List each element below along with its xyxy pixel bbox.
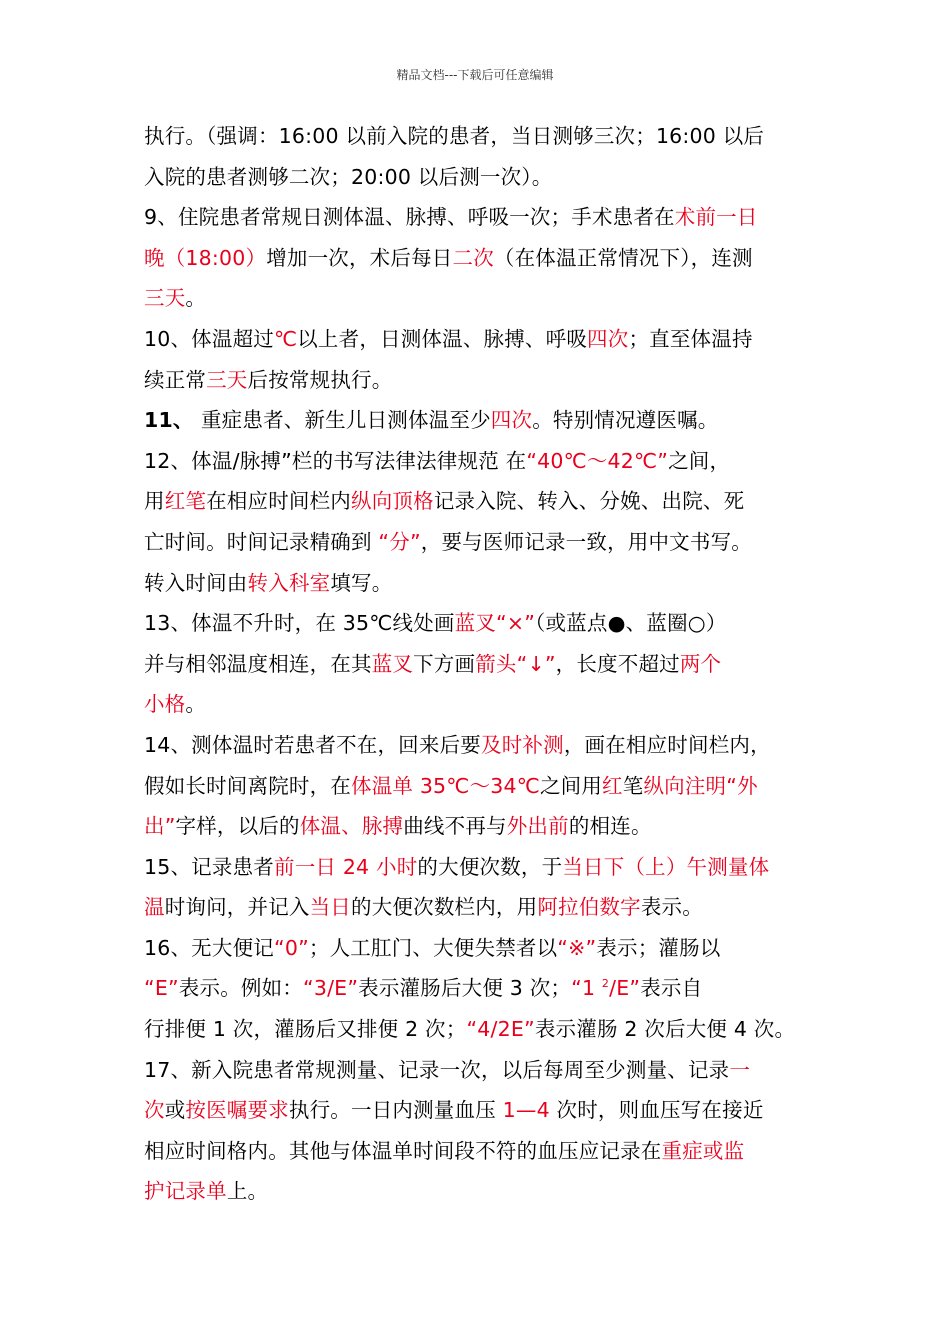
text-segment: 9、住院患者常规日测体温、脉搏、呼吸一次；手术患者在 [144,205,675,230]
text-segment: 以上者，日测体温、脉搏、呼吸 [297,326,588,351]
text-segment: 笔 [622,773,644,798]
text-segment: 13、体温不升时，在 35℃线处画 [144,611,455,636]
text-segment: 记录入院、转入、分娩、出院、死 [433,489,745,514]
highlighted-text: 晚（18:00） [144,245,267,270]
highlighted-text: ℃ [274,326,298,351]
text-line [144,847,834,888]
text-segment: 表示灌肠 2 次后大便 4 次。 [534,1017,796,1042]
text-segment: 假如长时间离院时，在 [144,773,351,798]
text-line [144,684,834,725]
text-segment: 字样，以后的 [175,814,300,839]
text-segment: 表示自 [640,976,703,1001]
highlighted-text: 温 [144,895,165,920]
highlighted-text: 三天 [144,286,186,311]
highlighted-text: “分” [378,529,421,554]
highlighted-text: “※” [557,935,597,960]
highlighted-text: /E” [609,976,641,1001]
text-segment: 17、新入院患者常规测量、记录一次，以后每周至少测量、记录 [144,1057,730,1082]
text-segment: 续正常 [144,367,207,392]
text-segment: 或 [164,1098,186,1123]
text-line [144,360,834,401]
highlighted-text: “0” [274,935,309,960]
text-line [144,806,834,847]
text-segment: 在相应时间栏内 [206,489,352,514]
text-segment: 入院的患者测够二次；20:00 以后测一次）。 [144,164,553,189]
text-segment: 后按常规执行。 [247,367,393,392]
highlighted-text: 转入科室 [247,570,331,595]
text-segment: 执行。一日内测量血压 [288,1098,503,1123]
highlighted-text: 四次 [490,408,533,433]
highlighted-text: 2 [601,977,610,991]
highlighted-text: “40℃～42℃” [526,448,669,473]
highlighted-text: 出” [144,814,176,839]
text-line [144,644,834,685]
text-segment: ，画在相应时间栏内， [563,732,771,757]
highlighted-text: 体温、脉搏 [299,814,404,839]
highlighted-text: 当日 [309,895,352,920]
text-segment: 之间， [668,448,731,473]
text-line [144,238,834,279]
highlighted-text: “4/2E” [466,1017,535,1042]
highlighted-text: 蓝叉“×” [454,611,536,636]
highlighted-text: 按医嘱要求 [185,1098,289,1123]
text-segment: （或蓝点●、蓝圈○） [535,611,727,636]
text-segment: 次时，则血压写在接近 [549,1098,764,1123]
highlighted-text: 蓝叉 [371,651,414,676]
highlighted-text: 重症或监 [661,1138,745,1163]
text-segment: 之间用 [539,773,603,798]
text-segment: 相应时间格内。其他与体温单时间段不符的血压应记录在 [144,1138,662,1163]
text-line [144,928,834,969]
highlighted-text: 1—4 [502,1098,550,1123]
text-line [144,116,834,157]
text-segment: 上。 [226,1179,269,1204]
text-segment: ；人工肛门、大便失禁者以 [308,935,558,960]
document-body [144,116,834,1212]
text-segment: 的大便次数，于 [417,854,563,879]
text-segment: 的大便次数栏内，用 [351,895,538,920]
highlighted-text: 小格 [144,692,186,717]
text-line [144,1171,834,1212]
text-segment: 时询问，并记入 [164,895,310,920]
highlighted-text: 次 [144,1098,165,1123]
text-segment: 。特别情况遵医嘱。 [532,408,719,433]
text-line [144,400,834,441]
text-segment: 行排便 1 次，灌肠后又排便 2 次； [144,1017,467,1042]
text-segment: 12、体温/脉搏”栏的书写法律法律规范 在 [144,448,527,473]
highlighted-text: 三天 [206,367,248,392]
text-line [144,481,834,522]
highlighted-text: 外出前 [506,814,569,839]
text-segment: 下方画 [413,651,476,676]
text-segment: 。 [185,692,207,717]
text-segment: 15、记录患者 [144,854,274,879]
highlighted-text: 当日下（上）午测量体 [562,854,770,879]
highlighted-text: 一 [729,1057,751,1082]
text-line [144,278,834,319]
text-segment: 填写。 [330,570,393,595]
text-segment: 表示。 [640,895,703,920]
text-segment: 的相连。 [568,814,652,839]
text-segment: 用 [144,489,165,514]
text-segment: 14、测体温时若患者不在，回来后要 [144,732,481,757]
highlighted-text: “E” [144,976,179,1001]
text-line [144,1131,834,1172]
highlighted-text: 红 [602,773,623,798]
text-segment: 转入时间由 [144,570,248,595]
text-line [144,1090,834,1131]
text-line [144,157,834,198]
text-line [144,319,834,360]
highlighted-text: “3/E” [303,976,359,1001]
highlighted-text: 阿拉伯数字 [537,895,641,920]
text-segment: 重症患者、新生儿日测体温至少 [200,408,491,433]
text-segment: 。 [185,286,207,311]
text-segment: ，要与医师记录一致，用中文书写。 [420,529,752,554]
text-line [144,522,834,563]
text-line [144,441,834,482]
highlighted-text: 四次 [587,326,629,351]
text-line [144,725,834,766]
highlighted-text: 术前一日 [674,205,758,230]
highlighted-text: 护记录单 [144,1179,227,1204]
page-header: 精品文档---下载后可任意编辑 [396,68,554,82]
highlighted-text: 纵向注明“外 [643,773,758,798]
text-line [144,1009,834,1050]
highlighted-text: 纵向顶格 [351,489,434,514]
text-line [144,603,834,644]
highlighted-text: “1 [571,976,602,1001]
text-segment: 16、无大便记 [144,935,274,960]
text-segment: 11、 [144,408,201,433]
highlighted-text: 红笔 [164,489,207,514]
text-segment: 亡时间。时间记录精确到 [144,529,379,554]
highlighted-text: 二次 [452,245,494,270]
text-segment: ；直至体温持 [628,326,753,351]
highlighted-text: 及时补测 [481,732,564,757]
text-line [144,563,834,604]
text-segment: 10、体温超过 [144,326,274,351]
text-line [144,1050,834,1091]
text-segment: ，长度不超过 [555,651,680,676]
highlighted-text: 前一日 24 小时 [274,854,418,879]
highlighted-text: 两个 [679,651,722,676]
text-segment: 增加一次，术后每日 [266,245,453,270]
text-segment: 表示；灌肠以 [596,935,721,960]
text-segment: （在体温正常情况下），连测 [493,245,753,270]
text-segment: 表示灌肠后大便 3 次； [358,976,572,1001]
highlighted-text: 体温单 35℃～34℃ [351,773,540,798]
highlighted-text: 箭头“↓” [475,651,556,676]
text-segment: 并与相邻温度相连，在其 [144,651,372,676]
text-line [144,968,834,1009]
text-line [144,766,834,807]
text-segment: 表示。例如： [178,976,303,1001]
text-segment: 曲线不再与 [403,814,507,839]
text-segment: 执行。（强调：16:00 以前入院的患者，当日测够三次；16:00 以后 [144,124,765,148]
text-line [144,197,834,238]
text-line [144,887,834,928]
